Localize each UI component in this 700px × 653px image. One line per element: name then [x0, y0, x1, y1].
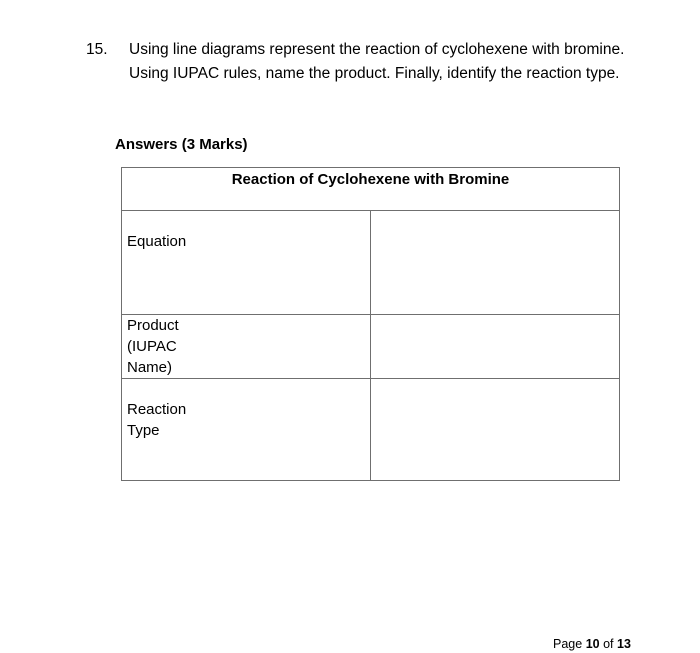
table-row-reaction-type: [122, 379, 620, 481]
answer-cell-product[interactable]: [371, 315, 620, 379]
table-row-equation: [122, 211, 620, 315]
answer-table: [121, 167, 620, 481]
row-label-line: Type: [127, 422, 160, 439]
row-label-equation: [122, 211, 371, 315]
answer-cell-reaction-type[interactable]: [371, 379, 620, 481]
question-line-1: Using line diagrams represent the reaction of cyclohexene with bromine.: [129, 41, 625, 58]
table-header: Reaction of Cyclohexene with Bromine: [122, 168, 620, 211]
answers-heading: Answers (3 Marks): [115, 136, 248, 153]
total-pages-number: 13: [617, 637, 631, 651]
of-word: of: [603, 637, 614, 651]
question-text: [129, 38, 669, 86]
page-footer: [553, 637, 631, 651]
question-number: 15.: [86, 41, 108, 58]
table-header-row: [122, 168, 620, 211]
table-row-product: [122, 315, 620, 379]
row-label-line: Name): [127, 359, 173, 376]
row-label-reaction-type: [122, 379, 371, 481]
page-word: Page: [553, 637, 583, 651]
question-line-2: Using IUPAC rules, name the product. Finally, identify the reaction type.: [129, 65, 620, 82]
answer-cell-equation[interactable]: [371, 211, 620, 315]
row-label-line: Reaction: [127, 401, 187, 418]
current-page-number: 10: [585, 637, 600, 651]
row-label-line: (IUPAC: [127, 338, 177, 355]
row-label-line: Equation: [127, 233, 187, 250]
row-label-line: Product: [127, 317, 179, 334]
row-label-product: [122, 315, 371, 379]
